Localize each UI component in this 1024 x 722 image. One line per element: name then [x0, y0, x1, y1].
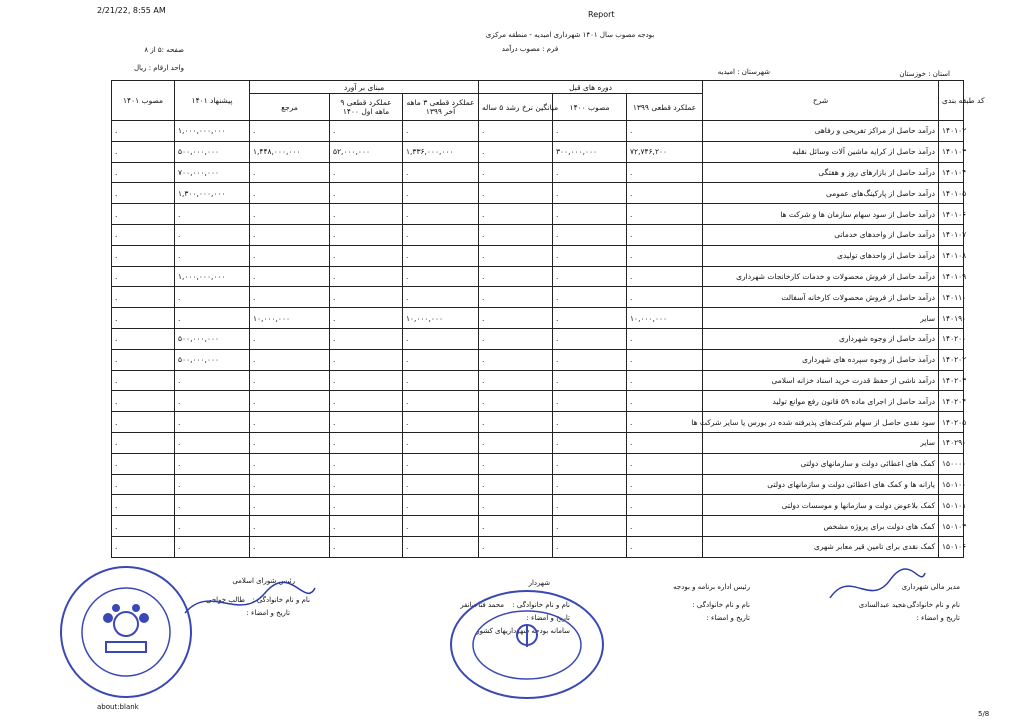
cell-avg-growth: .	[479, 495, 553, 516]
cell-reference: .	[250, 370, 330, 391]
col-desc: شرح	[703, 81, 939, 121]
cell-approved-1400: .	[553, 516, 627, 537]
cell-actual-1399: .	[627, 266, 703, 287]
cell-avg-growth: .	[479, 516, 553, 537]
cell-q3-1399: ۱,۳۳۶,۰۰۰,۰۰۰	[403, 141, 479, 162]
table-row	[112, 495, 964, 516]
cell-proposal-1401: ۱,۰۰۰,۰۰۰,۰۰۰	[175, 121, 250, 142]
table-row	[112, 474, 964, 495]
cell-code: ۱۴۰۱۹۰	[939, 308, 964, 329]
cell-reference: .	[250, 183, 330, 204]
cell-approved-1400: .	[553, 536, 627, 557]
council-date-label: تاریخ و امضاء :	[246, 609, 290, 617]
cell-actual-1399: .	[627, 349, 703, 370]
finance-name-label: نام و نام خانوادگی :	[902, 601, 960, 609]
report-form: فرم : مصوب درآمد	[501, 45, 559, 53]
cell-desc: یارانه ها و کمک های اعطائی دولت و سازمانهای دولتی	[703, 474, 939, 495]
cell-approved-1401: .	[112, 370, 175, 391]
cell-reference: .	[250, 412, 330, 433]
cell-m9-1400: .	[330, 204, 403, 225]
cell-avg-growth: .	[479, 287, 553, 308]
cell-reference: ۱۰,۰۰۰,۰۰۰	[250, 308, 330, 329]
mayor-stamp-icon	[450, 590, 604, 699]
cell-avg-growth: .	[479, 453, 553, 474]
cell-desc: سایر	[703, 432, 939, 453]
cell-avg-growth: .	[479, 224, 553, 245]
cell-approved-1401: .	[112, 432, 175, 453]
cell-code: ۱۵۰۱۰۱	[939, 495, 964, 516]
cell-reference: .	[250, 266, 330, 287]
mayor-system-label: سامانه بودجه شهرداریهای کشور	[476, 627, 570, 635]
cell-code: ۱۵۰۱۰۶	[939, 536, 964, 557]
cell-q3-1399: .	[403, 224, 479, 245]
cell-approved-1400: .	[553, 287, 627, 308]
table-row	[112, 391, 964, 412]
cell-approved-1401: .	[112, 287, 175, 308]
cell-avg-growth: .	[479, 162, 553, 183]
cell-desc: درآمد حاصل از کرایه ماشین آلات وسائل نقلیه	[703, 141, 939, 162]
cell-avg-growth: .	[479, 245, 553, 266]
cell-reference: .	[250, 453, 330, 474]
cell-proposal-1401: .	[175, 536, 250, 557]
cell-proposal-1401: ۱,۳۰۰,۰۰۰,۰۰۰	[175, 183, 250, 204]
col-proposal-1401: پیشنهاد ۱۴۰۱	[175, 81, 250, 121]
cell-approved-1400: .	[553, 224, 627, 245]
table-row	[112, 183, 964, 204]
table-row	[112, 536, 964, 557]
report-title: بودجه مصوب سال ۱۴۰۱ شهرداری امیدیه - منطقه مرکزی	[485, 31, 655, 39]
finance-name: مجید عبدالسادی	[858, 601, 906, 609]
finance-signature-icon	[820, 568, 930, 618]
cell-q3-1399: .	[403, 245, 479, 266]
cell-actual-1399: .	[627, 391, 703, 412]
cell-code: ۱۴۰۱۰۵	[939, 183, 964, 204]
planning-date-label: تاریخ و امضاء :	[706, 614, 750, 622]
table-row	[112, 412, 964, 433]
cell-proposal-1401: .	[175, 432, 250, 453]
cell-m9-1400: .	[330, 308, 403, 329]
cell-proposal-1401: ۵۰۰,۰۰۰,۰۰۰	[175, 349, 250, 370]
cell-code: ۱۴۰۲۰۴	[939, 391, 964, 412]
city-label: شهرستان : امیدیه	[717, 68, 770, 76]
cell-m9-1400: .	[330, 516, 403, 537]
table-row	[112, 370, 964, 391]
cell-reference: .	[250, 474, 330, 495]
cell-approved-1401: .	[112, 328, 175, 349]
cell-m9-1400: ۵۲,۰۰۰,۰۰۰	[330, 141, 403, 162]
cell-actual-1399: .	[627, 536, 703, 557]
cell-reference: .	[250, 224, 330, 245]
col-avg-growth: میانگین نرخ رشد ۵ ساله	[479, 94, 553, 121]
cell-q3-1399: .	[403, 453, 479, 474]
cell-code: ۱۵۰۱۰۳	[939, 516, 964, 537]
cell-code: ۱۵۰۱۰۰	[939, 474, 964, 495]
cell-actual-1399: .	[627, 474, 703, 495]
cell-desc: سود نقدی حاصل از سهام شرکت‌های پذیرفته شده در بورس یا سایر شرکت ها	[703, 412, 939, 433]
print-page-number: 5/8	[978, 710, 990, 718]
cell-approved-1401: .	[112, 224, 175, 245]
cell-avg-growth: .	[479, 432, 553, 453]
table-row	[112, 224, 964, 245]
cell-approved-1401: .	[112, 162, 175, 183]
table-row	[112, 308, 964, 329]
cell-desc: درآمد حاصل از مراکز تفریحی و رفاهی	[703, 121, 939, 142]
cell-m9-1400: .	[330, 412, 403, 433]
cell-proposal-1401: .	[175, 391, 250, 412]
cell-code: ۱۴۰۲۰۵	[939, 412, 964, 433]
cell-approved-1401: .	[112, 183, 175, 204]
cell-m9-1400: .	[330, 453, 403, 474]
cell-q3-1399: .	[403, 162, 479, 183]
cell-actual-1399: .	[627, 162, 703, 183]
cell-approved-1400: .	[553, 245, 627, 266]
cell-actual-1399: .	[627, 121, 703, 142]
cell-approved-1401: .	[112, 412, 175, 433]
cell-code: ۱۴۰۱۰۲	[939, 121, 964, 142]
cell-code: ۱۴۰۱۰۹	[939, 266, 964, 287]
cell-avg-growth: .	[479, 412, 553, 433]
cell-q3-1399: .	[403, 391, 479, 412]
cell-approved-1400: .	[553, 328, 627, 349]
cell-avg-growth: .	[479, 474, 553, 495]
mayor-name: محمد فتاحیانفر	[460, 601, 504, 609]
cell-code: ۱۴۰۲۰۲	[939, 349, 964, 370]
cell-avg-growth: .	[479, 204, 553, 225]
col-approved-1401: مصوب ۱۴۰۱	[112, 81, 175, 121]
finance-date-label: تاریخ و امضاء :	[916, 614, 960, 622]
cell-approved-1401: .	[112, 141, 175, 162]
cell-reference: .	[250, 204, 330, 225]
cell-approved-1401: .	[112, 266, 175, 287]
province-label: استان : خوزستان	[899, 70, 950, 78]
cell-reference: .	[250, 328, 330, 349]
col-reference: مرجع	[250, 94, 330, 121]
cell-desc: درآمد حاصل از اجرای ماده ۵۹ قانون رفع موانع تولید	[703, 391, 939, 412]
table-row	[112, 432, 964, 453]
cell-proposal-1401: .	[175, 370, 250, 391]
cell-code: ۱۴۰۱۰۶	[939, 204, 964, 225]
cell-q3-1399: .	[403, 349, 479, 370]
table-row	[112, 245, 964, 266]
planning-name-label: نام و نام خانوادگی :	[692, 601, 750, 609]
cell-m9-1400: .	[330, 474, 403, 495]
cell-code: ۱۴۰۲۹۰	[939, 432, 964, 453]
cell-actual-1399: ۷۲,۷۴۶,۲۰۰	[627, 141, 703, 162]
cell-approved-1400: .	[553, 349, 627, 370]
cell-actual-1399: ۱۰,۰۰۰,۰۰۰	[627, 308, 703, 329]
cell-reference: .	[250, 162, 330, 183]
cell-desc: درآمد ناشی از حفظ قدرت خرید اسناد خزانه اسلامی	[703, 370, 939, 391]
cell-q3-1399: .	[403, 495, 479, 516]
cell-proposal-1401: .	[175, 474, 250, 495]
cell-m9-1400: .	[330, 328, 403, 349]
col-approved-1400: مصوب ۱۴۰۰	[553, 94, 627, 121]
cell-m9-1400: .	[330, 266, 403, 287]
cell-avg-growth: .	[479, 370, 553, 391]
cell-desc: درآمد حاصل از وجوه سپرده های شهرداری	[703, 349, 939, 370]
cell-q3-1399: ۱۰,۰۰۰,۰۰۰	[403, 308, 479, 329]
cell-desc: کمک های اعطائی دولت و سازمانهای دولتی	[703, 453, 939, 474]
cell-m9-1400: .	[330, 495, 403, 516]
mayor-title: شهردار	[528, 579, 550, 587]
cell-q3-1399: .	[403, 474, 479, 495]
cell-q3-1399: .	[403, 266, 479, 287]
cell-q3-1399: .	[403, 536, 479, 557]
cell-reference: .	[250, 349, 330, 370]
cell-m9-1400: .	[330, 391, 403, 412]
cell-proposal-1401: .	[175, 204, 250, 225]
cell-proposal-1401: .	[175, 287, 250, 308]
cell-approved-1401: .	[112, 474, 175, 495]
cell-desc: درآمد حاصل از فروش محصولات کارخانه آسفالت	[703, 287, 939, 308]
col-group-basis: مبنای بر آورد	[250, 81, 479, 94]
cell-m9-1400: .	[330, 349, 403, 370]
cell-code: ۱۵۰۰۰۰	[939, 453, 964, 474]
council-name-label: نام و نام خانوادگی :	[252, 596, 310, 604]
cell-actual-1399: .	[627, 370, 703, 391]
cell-approved-1400: .	[553, 474, 627, 495]
cell-q3-1399: .	[403, 121, 479, 142]
cell-approved-1401: .	[112, 453, 175, 474]
col-q3-1399: عملکرد قطعی ۳ ماهه آخر ۱۳۹۹	[403, 94, 479, 121]
table-row	[112, 162, 964, 183]
cell-avg-growth: .	[479, 349, 553, 370]
cell-actual-1399: .	[627, 495, 703, 516]
cell-code: ۱۴۰۱۰۷	[939, 224, 964, 245]
cell-approved-1400: .	[553, 370, 627, 391]
cell-avg-growth: .	[479, 141, 553, 162]
cell-actual-1399: .	[627, 453, 703, 474]
unit-label: واحد ارقام : ریال	[133, 64, 184, 72]
cell-approved-1400: .	[553, 453, 627, 474]
cell-desc: کمک نقدی برای تامین قیر معابر شهری	[703, 536, 939, 557]
page-indicator: صفحه :۵ از ۸	[144, 46, 184, 54]
cell-m9-1400: .	[330, 245, 403, 266]
cell-avg-growth: .	[479, 328, 553, 349]
cell-desc: درآمد حاصل از پارکینگ‌های عمومی	[703, 183, 939, 204]
cell-desc: کمک های دولت برای پروژه مشخص	[703, 516, 939, 537]
cell-approved-1400: .	[553, 412, 627, 433]
cell-m9-1400: .	[330, 536, 403, 557]
col-group-prev: دوره های قبل	[479, 81, 703, 94]
cell-desc: درآمد حاصل از واحدهای تولیدی	[703, 245, 939, 266]
cell-proposal-1401: .	[175, 516, 250, 537]
cell-q3-1399: .	[403, 370, 479, 391]
cell-approved-1400: .	[553, 183, 627, 204]
cell-approved-1400: .	[553, 204, 627, 225]
table-row	[112, 121, 964, 142]
cell-approved-1401: .	[112, 495, 175, 516]
table-row	[112, 516, 964, 537]
col-actual-1399: عملکرد قطعی ۱۳۹۹	[627, 94, 703, 121]
cell-reference: .	[250, 391, 330, 412]
cell-q3-1399: .	[403, 328, 479, 349]
cell-approved-1400: .	[553, 266, 627, 287]
cell-approved-1400: ۳۰۰,۰۰۰,۰۰۰	[553, 141, 627, 162]
cell-approved-1400: .	[553, 432, 627, 453]
cell-actual-1399: .	[627, 245, 703, 266]
cell-actual-1399: .	[627, 204, 703, 225]
cell-reference: .	[250, 432, 330, 453]
cell-proposal-1401: .	[175, 224, 250, 245]
cell-reference: .	[250, 245, 330, 266]
cell-proposal-1401: .	[175, 308, 250, 329]
print-url: about:blank	[97, 703, 139, 711]
cell-avg-growth: .	[479, 536, 553, 557]
council-title: رئیس شورای اسلامی	[232, 577, 295, 585]
cell-proposal-1401: ۱,۰۰۰,۰۰۰,۰۰۰	[175, 266, 250, 287]
cell-approved-1400: .	[553, 162, 627, 183]
cell-reference: .	[250, 516, 330, 537]
mayor-name-label: نام و نام خانوادگی :	[512, 601, 570, 609]
cell-m9-1400: .	[330, 432, 403, 453]
cell-code: ۱۴۰۱۰۴	[939, 162, 964, 183]
cell-reference: ۱,۴۴۸,۰۰۰,۰۰۰	[250, 141, 330, 162]
cell-desc: درآمد حاصل از بازارهای روز و هفتگی	[703, 162, 939, 183]
print-datetime: 2/21/22, 8:55 AM	[97, 6, 166, 15]
cell-actual-1399: .	[627, 287, 703, 308]
cell-q3-1399: .	[403, 204, 479, 225]
cell-desc: درآمد حاصل از واحدهای خدماتی	[703, 224, 939, 245]
cell-actual-1399: .	[627, 412, 703, 433]
cell-code: ۱۴۰۱۰۸	[939, 245, 964, 266]
planning-title: رئیس اداره برنامه و بودجه	[673, 583, 750, 591]
cell-q3-1399: .	[403, 432, 479, 453]
cell-approved-1401: .	[112, 245, 175, 266]
table-row	[112, 349, 964, 370]
table-row	[112, 287, 964, 308]
cell-proposal-1401: ۷۰۰,۰۰۰,۰۰۰	[175, 162, 250, 183]
cell-desc: درآمد حاصل از وجوه شهرداری	[703, 328, 939, 349]
cell-approved-1401: .	[112, 516, 175, 537]
cell-m9-1400: .	[330, 224, 403, 245]
cell-m9-1400: .	[330, 121, 403, 142]
cell-avg-growth: .	[479, 391, 553, 412]
cell-approved-1400: .	[553, 495, 627, 516]
cell-desc: سایر	[703, 308, 939, 329]
cell-reference: .	[250, 536, 330, 557]
cell-avg-growth: .	[479, 266, 553, 287]
cell-m9-1400: .	[330, 162, 403, 183]
cell-approved-1400: .	[553, 308, 627, 329]
finance-title: مدیر مالی شهرداری	[901, 583, 960, 591]
cell-proposal-1401: .	[175, 453, 250, 474]
cell-proposal-1401: .	[175, 245, 250, 266]
print-title: Report	[588, 10, 615, 19]
cell-reference: .	[250, 495, 330, 516]
cell-desc: کمک بلاعوض دولت و سازمانها و موسسات دولتی	[703, 495, 939, 516]
cell-proposal-1401: .	[175, 412, 250, 433]
cell-approved-1400: .	[553, 121, 627, 142]
col-code: کد طبقه بندی	[939, 81, 964, 121]
cell-avg-growth: .	[479, 121, 553, 142]
budget-table	[111, 80, 985, 558]
cell-proposal-1401: .	[175, 495, 250, 516]
cell-m9-1400: .	[330, 370, 403, 391]
cell-actual-1399: .	[627, 183, 703, 204]
cell-reference: .	[250, 287, 330, 308]
table-row	[112, 141, 964, 162]
cell-code: ۱۴۰۲۰۰	[939, 328, 964, 349]
cell-code: ۱۴۰۱۱۰	[939, 287, 964, 308]
cell-avg-growth: .	[479, 183, 553, 204]
cell-approved-1401: .	[112, 536, 175, 557]
cell-approved-1400: .	[553, 391, 627, 412]
cell-approved-1401: .	[112, 308, 175, 329]
cell-q3-1399: .	[403, 516, 479, 537]
col-m9-1400: عملکرد قطعی ۹ ماهه اول ۱۴۰۰	[330, 94, 403, 121]
cell-avg-growth: .	[479, 308, 553, 329]
cell-approved-1401: .	[112, 204, 175, 225]
cell-approved-1401: .	[112, 349, 175, 370]
cell-actual-1399: .	[627, 432, 703, 453]
cell-approved-1401: .	[112, 391, 175, 412]
table-row	[112, 453, 964, 474]
cell-code: ۱۴۰۲۰۳	[939, 370, 964, 391]
table-row	[112, 266, 964, 287]
table-row	[112, 328, 964, 349]
cell-code: ۱۴۰۱۰۳	[939, 141, 964, 162]
cell-q3-1399: .	[403, 183, 479, 204]
cell-q3-1399: .	[403, 287, 479, 308]
cell-actual-1399: .	[627, 328, 703, 349]
cell-actual-1399: .	[627, 224, 703, 245]
cell-desc: درآمد حاصل از سود سهام سازمان ها و شرکت ها	[703, 204, 939, 225]
cell-m9-1400: .	[330, 183, 403, 204]
cell-q3-1399: .	[403, 412, 479, 433]
council-stamp-icon	[60, 566, 192, 698]
cell-actual-1399: .	[627, 516, 703, 537]
mayor-date-label: تاریخ و امضاء :	[526, 614, 570, 622]
cell-approved-1401: .	[112, 121, 175, 142]
table-row	[112, 204, 964, 225]
cell-desc: درآمد حاصل از فروش محصولات و خدمات کارخانجات شهرداری	[703, 266, 939, 287]
cell-proposal-1401: ۵۰۰,۰۰۰,۰۰۰	[175, 328, 250, 349]
council-name: طالب خواجی	[206, 596, 245, 604]
cell-m9-1400: .	[330, 287, 403, 308]
council-signature-icon	[180, 578, 320, 628]
cell-proposal-1401: ۵۰۰,۰۰۰,۰۰۰	[175, 141, 250, 162]
cell-reference: .	[250, 121, 330, 142]
